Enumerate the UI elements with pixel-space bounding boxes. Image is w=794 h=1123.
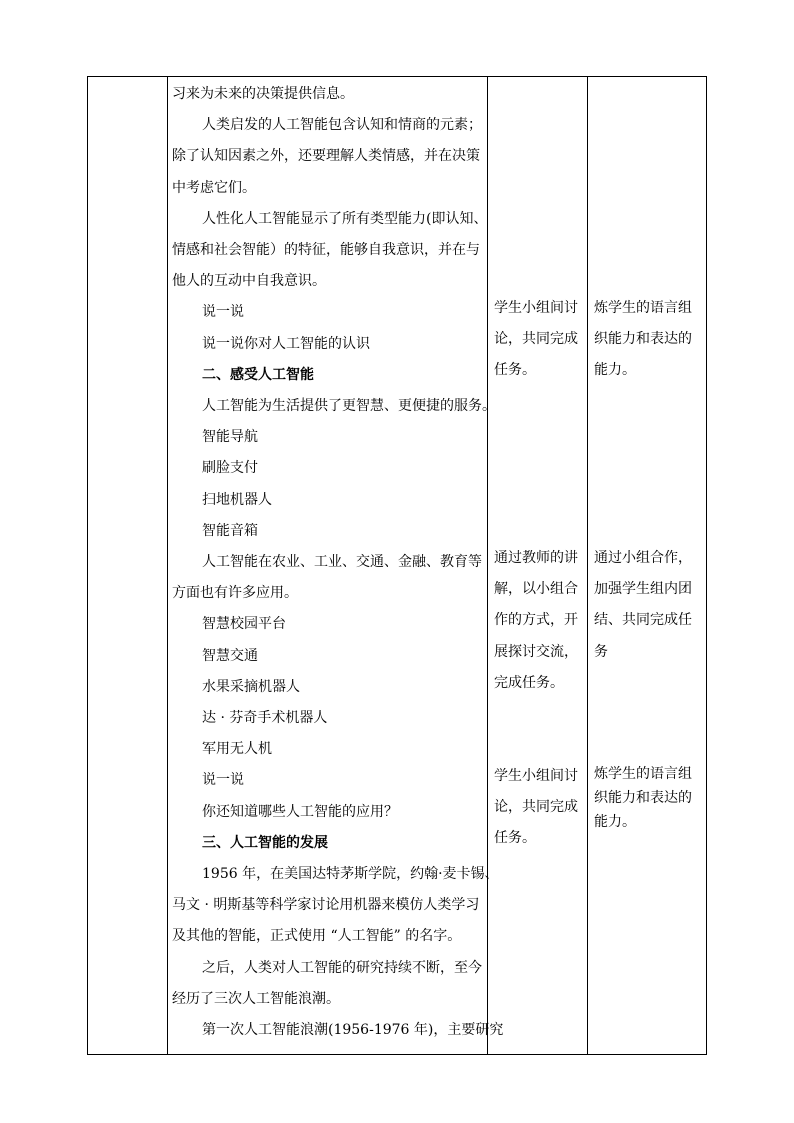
content-line: 刷脸支付 [202, 460, 258, 477]
student-activity-line: 学生小组间讨 [494, 300, 578, 316]
section-heading: 二、感受人工智能 [202, 366, 314, 383]
content-line: 第一次人工智能浪潮(1956-1976 年)，主要研究 [202, 1022, 504, 1038]
content-line: 智慧校园平台 [202, 616, 286, 633]
design-intent-line: 炼学生的语言组 [594, 766, 692, 782]
design-intent-line: 织能力和表达的 [594, 331, 692, 348]
content-line: 他人的互动中自我意识。 [172, 273, 326, 290]
content-line: 说一说你对人工智能的认识 [202, 335, 370, 352]
table-border-right [706, 76, 707, 1055]
content-line: 1956 年，在美国达特茅斯学院，约翰·麦卡锡、 [202, 866, 499, 882]
table-border-col3 [587, 76, 588, 1055]
student-activity-line: 解，以小组合 [494, 581, 578, 598]
content-line: 你还知道哪些人工智能的应用？ [202, 803, 398, 820]
student-activity-line: 学生小组间讨 [494, 768, 578, 784]
student-activity-line: 完成任务。 [494, 674, 564, 691]
design-intent-line: 能力。 [594, 362, 636, 379]
content-line: 智能导航 [202, 429, 258, 446]
design-intent-line: 能力。 [594, 814, 636, 830]
design-intent-line: 织能力和表达的 [594, 790, 692, 806]
content-line: 说一说 [202, 304, 244, 321]
table-border-left [87, 76, 88, 1055]
content-line: 扫地机器人 [202, 491, 272, 508]
content-line: 人性化人工智能显示了所有类型能力(即认知、 [202, 210, 488, 227]
content-line: 经历了三次人工智能浪潮。 [172, 990, 340, 1007]
content-line: 及其他的智能，正式使用 “人工智能” 的名字。 [172, 928, 462, 945]
design-intent-line: 务 [594, 643, 608, 660]
student-activity-line: 通过教师的讲 [494, 550, 578, 566]
design-intent-line: 加强学生组内团 [594, 581, 692, 598]
content-line: 情感和社会智能）的特征，能够自我意识，并在与 [172, 242, 480, 258]
student-activity-line: 作的方式，开 [494, 612, 578, 629]
table-border-bottom [87, 1054, 707, 1055]
table-border-col1 [167, 76, 168, 1055]
student-activity-line: 任务。 [494, 830, 536, 847]
content-line: 人类启发的人工智能包含认知和情商的元素； [202, 117, 482, 134]
content-line: 马文 · 明斯基等科学家讨论用机器来模仿人类学习 [172, 897, 480, 914]
design-intent-line: 通过小组合作， [594, 550, 692, 566]
content-line: 中考虑它们。 [172, 179, 256, 196]
content-line: 习来为未来的决策提供信息。 [172, 86, 354, 102]
content-line: 说一说 [202, 772, 244, 789]
content-line: 智能音箱 [202, 522, 258, 539]
design-intent-line: 炼学生的语言组 [594, 300, 692, 316]
content-line: 人工智能在农业、工业、交通、金融、教育等 [202, 554, 482, 570]
content-line: 之后，人类对人工智能的研究持续不断，至今 [202, 959, 482, 976]
content-line: 人工智能为生活提供了更智慧、更便捷的服务。 [202, 398, 496, 414]
content-line: 水果采摘机器人 [202, 678, 300, 695]
student-activity-line: 展探讨交流， [494, 643, 578, 660]
table-border-top [87, 76, 707, 77]
student-activity-line: 论，共同完成 [494, 799, 578, 816]
content-line: 智慧交通 [202, 647, 258, 664]
content-line: 方面也有许多应用。 [172, 585, 298, 602]
content-line: 军用无人机 [202, 741, 272, 758]
design-intent-line: 结、共同完成任 [594, 612, 692, 629]
student-activity-line: 论，共同完成 [494, 331, 578, 348]
content-line: 除了认知因素之外，还要理解人类情感，并在决策 [172, 148, 480, 165]
student-activity-line: 任务。 [494, 362, 536, 379]
content-line: 达 · 芬奇手术机器人 [202, 710, 328, 726]
section-heading: 三、人工智能的发展 [202, 834, 328, 851]
